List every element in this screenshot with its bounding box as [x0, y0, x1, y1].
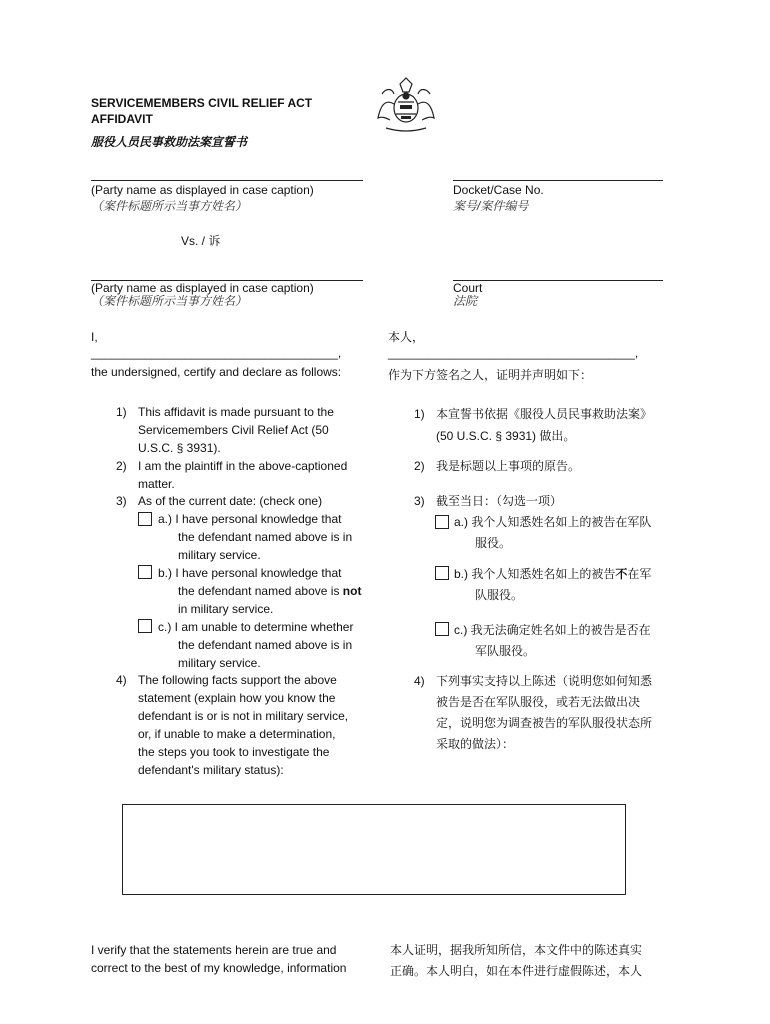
- option-a-chinese: [454, 512, 651, 554]
- option-text: 队服役。: [475, 588, 524, 602]
- item-text: 我是标题以上事项的原告。: [436, 459, 581, 473]
- party2-label-chinese: （案件标题所示当事方姓名）: [91, 294, 248, 308]
- form-title-chinese: 服役人员民事救助法案宣誓书: [91, 135, 248, 149]
- facts-text-box[interactable]: [122, 804, 626, 895]
- item-text: 本宣誓书依据《服役人员民事救助法案》: [436, 407, 653, 421]
- form-title: SERVICEMEMBERS CIVIL RELIEF ACT AFFIDAVIT: [91, 96, 313, 126]
- option-text: c.) 我无法确定姓名如上的被告是否在: [454, 623, 651, 637]
- item-text: The following facts support the above: [138, 673, 337, 687]
- item-text: I am the plaintiff in the above-captioned: [138, 459, 348, 473]
- certify-statement-chinese: 作为下方签名之人，证明并声明如下：: [388, 368, 593, 382]
- item-text: Servicemembers Civil Relief Act (50: [138, 423, 329, 437]
- court-label: Court: [453, 281, 483, 295]
- item-text: 截至当日：（勾选一项）: [436, 494, 563, 508]
- checkbox-option-b-chinese[interactable]: [435, 566, 449, 580]
- item-number: 1): [414, 407, 425, 421]
- option-c-chinese: [454, 620, 651, 662]
- checkbox-option-a[interactable]: [138, 512, 152, 526]
- item-text: defendant is or is not in military service,: [138, 709, 349, 723]
- declarant-name-blank[interactable]: _____________________________________,: [91, 346, 342, 360]
- item-number: 4): [414, 674, 425, 688]
- declarant-name-blank-chinese[interactable]: _____________________________________,: [388, 346, 639, 360]
- item-number: 1): [116, 405, 127, 419]
- verify-text: 本人证明，据我所知所信，本文件中的陈述真实: [390, 943, 643, 957]
- verify-text: 正确。本人明白，如在本件进行虚假陈述，本人: [390, 964, 643, 978]
- item-text: 采取的做法）：: [436, 737, 515, 751]
- option-text: b.) I have personal knowledge that: [158, 566, 342, 580]
- option-text: military service.: [178, 656, 261, 670]
- option-text: 在军: [627, 567, 652, 581]
- option-text: military service.: [178, 548, 261, 562]
- checkbox-option-a-chinese[interactable]: [435, 515, 449, 529]
- option-text: the defendant named above is in: [178, 638, 353, 652]
- checkbox-option-c[interactable]: [138, 619, 152, 633]
- option-text: c.) I am unable to determine whether: [158, 620, 354, 634]
- option-text: in military service.: [178, 602, 274, 616]
- item-number: 2): [414, 459, 425, 473]
- declarant-i-chinese: 本人，: [388, 330, 425, 344]
- item-text: defendant's military status):: [138, 763, 284, 777]
- pennsylvania-seal-icon: [372, 74, 440, 134]
- item-text: U.S.C. § 3931).: [138, 441, 221, 455]
- option-text: a.) 我个人知悉姓名如上的被告在军队: [454, 515, 652, 529]
- party2-label: (Party name as displayed in case caption): [91, 281, 314, 295]
- option-text: b.) 我个人知悉姓名如上的被告: [454, 567, 616, 581]
- declarant-i: I,: [91, 330, 98, 344]
- item-number: 3): [414, 494, 425, 508]
- option-a: [158, 510, 352, 564]
- verify-text: correct to the best of my knowledge, information: [91, 961, 347, 975]
- item-text: 定，说明您为调查被告的军队服役状态所: [436, 716, 653, 730]
- item-number: 3): [116, 494, 127, 508]
- option-text: the defendant named above is: [178, 584, 343, 598]
- certify-statement: the undersigned, certify and declare as follows:: [91, 365, 342, 379]
- emphasis-not-chinese: 不: [615, 567, 628, 581]
- docket-line[interactable]: [453, 180, 663, 181]
- versus-label: Vs. / 诉: [181, 234, 221, 248]
- item-text: As of the current date: (check one): [138, 494, 323, 508]
- verify-statement-chinese: [390, 940, 642, 982]
- party1-label-chinese: （案件标题所示当事方姓名）: [91, 199, 248, 213]
- checkbox-option-c-chinese[interactable]: [435, 622, 449, 636]
- item-text: 被告是否在军队服役，或若无法做出决: [436, 695, 641, 709]
- docket-label: Docket/Case No.: [453, 183, 544, 197]
- item-text: 下列事实支持以上陈述（说明您如何知悉: [436, 674, 653, 688]
- verify-text: I verify that the statements herein are true and: [91, 943, 337, 957]
- verify-statement: [91, 941, 346, 977]
- option-text: a.) I have personal knowledge that: [158, 512, 342, 526]
- option-text: 服役。: [475, 536, 512, 550]
- option-b-chinese: [454, 564, 651, 606]
- option-text: 军队服役。: [475, 644, 536, 658]
- item-text: matter.: [138, 477, 175, 491]
- item-text: the steps you took to investigate the: [138, 745, 330, 759]
- item-number: 2): [116, 459, 127, 473]
- checkbox-option-b[interactable]: [138, 565, 152, 579]
- item-number: 4): [116, 673, 127, 687]
- item-text: statement (explain how you know the: [138, 691, 336, 705]
- docket-label-chinese: 案号/案件编号: [453, 199, 529, 213]
- option-text: the defendant named above is in: [178, 530, 353, 544]
- emphasis-not: not: [342, 584, 362, 598]
- item-text: This affidavit is made pursuant to the: [138, 405, 334, 419]
- court-line[interactable]: [453, 280, 663, 281]
- option-b: [158, 564, 361, 618]
- item-text: or, if unable to make a determination,: [138, 727, 336, 741]
- court-label-chinese: 法院: [453, 294, 478, 308]
- item-text: (50 U.S.C. § 3931) 做出。: [436, 429, 576, 443]
- party1-label: (Party name as displayed in case caption): [91, 183, 314, 197]
- option-c: [158, 618, 353, 672]
- party1-line[interactable]: [91, 180, 363, 181]
